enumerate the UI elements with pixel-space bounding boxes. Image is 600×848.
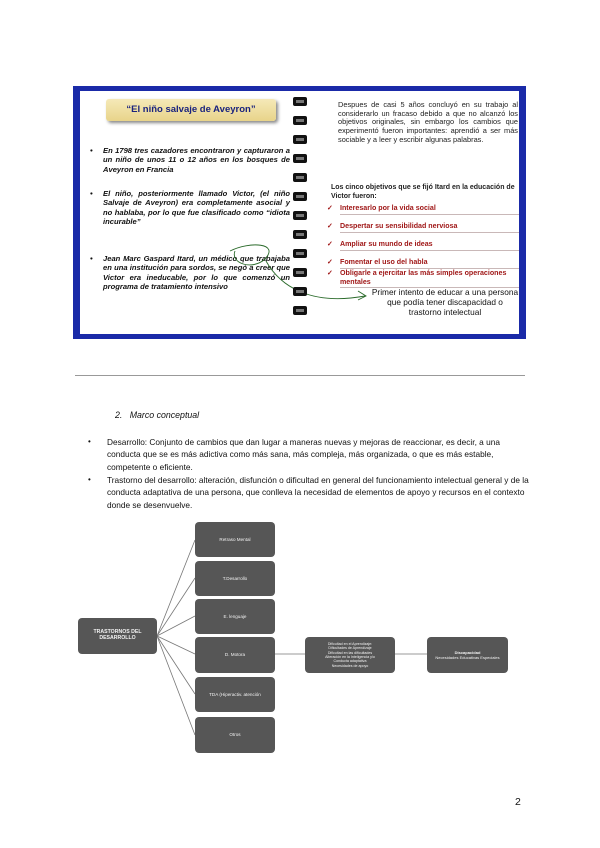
handwritten-note: Primer intento de educar a una persona que podía tener discapacidad o trastorno intelectual [371,287,519,317]
diagram-branch-node: E. lenguaje [195,599,275,634]
objective-item: ✓ Interesarlo por la vida social [327,204,519,215]
diagram-branch-node: TDA (Hiperactiv. atención [195,677,275,712]
diagram-branch-node: Retraso Mental [195,522,275,557]
diagram-branch-node: T.Desarrollo [195,561,275,596]
slide-intro-text: Despues de casi 5 años concluyó en su trabajo al considerarlo un fracaso debido a que no alcanzó los objetivos originales, sin embargo los cambios que experimentó fueron importantes: aprendió a ser más sociable y a leer y escribir algunas palabras. [338,100,518,144]
diagram-root-node: TRASTORNOS DEL DESARROLLO [78,618,157,654]
objective-item: ✓ Ampliar su mundo de ideas [327,240,519,251]
objective-item: ✓ Fomentar el uso del habla [327,258,519,269]
diagram-middle-node: Dificultad en el Aprendizaje: Dificultades de Aprendizaje Dificultad en las dificultades Alteración en la Inteligencia y/o Conducta adaptativa Necesidades de apoyo [305,637,395,673]
slide-bullet: • El niño, posteriormente llamado Victor, (el niño Salvaje de Aveyron) era completamente asocial y no hablaba, por lo que fue clasificado como “idiota incurable” [90,189,290,227]
page-number: 2 [515,796,521,808]
check-icon: ✓ [327,269,333,277]
check-icon: ✓ [327,204,333,212]
diagram-outcome-node: Discapacidad Necesidades Educativas Especiales [427,637,508,673]
slide-bullet: • En 1798 tres cazadores encontraron y capturaron a un niño de unos 11 o 12 años en los bosques de Aveyron en Francia [90,146,290,174]
check-icon: ✓ [327,240,333,248]
diagram-branch-node: Otros [195,717,275,753]
section-heading: 2. Marco conceptual [115,410,200,420]
diagram-branch-node: D. Motora [195,637,275,673]
objective-item: ✓ Despertar su sensibilidad nerviosa [327,222,519,233]
check-icon: ✓ [327,258,333,266]
check-icon: ✓ [327,222,333,230]
objective-item: ✓ Obligarle a ejercitar las más simples operaciones mentales [327,269,519,288]
paragraph-trastorno: • Trastorno del desarrollo: alteración, disfunción o dificultad en general del funcionamiento intelectual general y de la conducta adaptativa de una persona, que conlleva la necesidad de elementos de apoyo y recursos en el contexto donde se desenvuelve. [88,475,529,510]
slide-title: “El niño salvaje de Aveyron” [106,99,276,121]
objectives-heading: Los cinco objetivos que se fijó Itard en la educación de Victor fueron: [331,184,515,200]
slide-bullet: • Jean Marc Gaspard Itard, un médico que trabajaba en una institución para sordos, se negó a creer que Victor era ineducable, por lo que comenzó un programa de tratamiento intensivo [90,254,290,292]
paragraph-desarrollo: • Desarrollo: Conjunto de cambios que dan lugar a maneras nuevas y mejoras de reaccionar, es decir, a una conducta que se es más adictiva como más sana, más compleja, más organizada, o que es más estable, competente o eficiente. [88,437,500,472]
